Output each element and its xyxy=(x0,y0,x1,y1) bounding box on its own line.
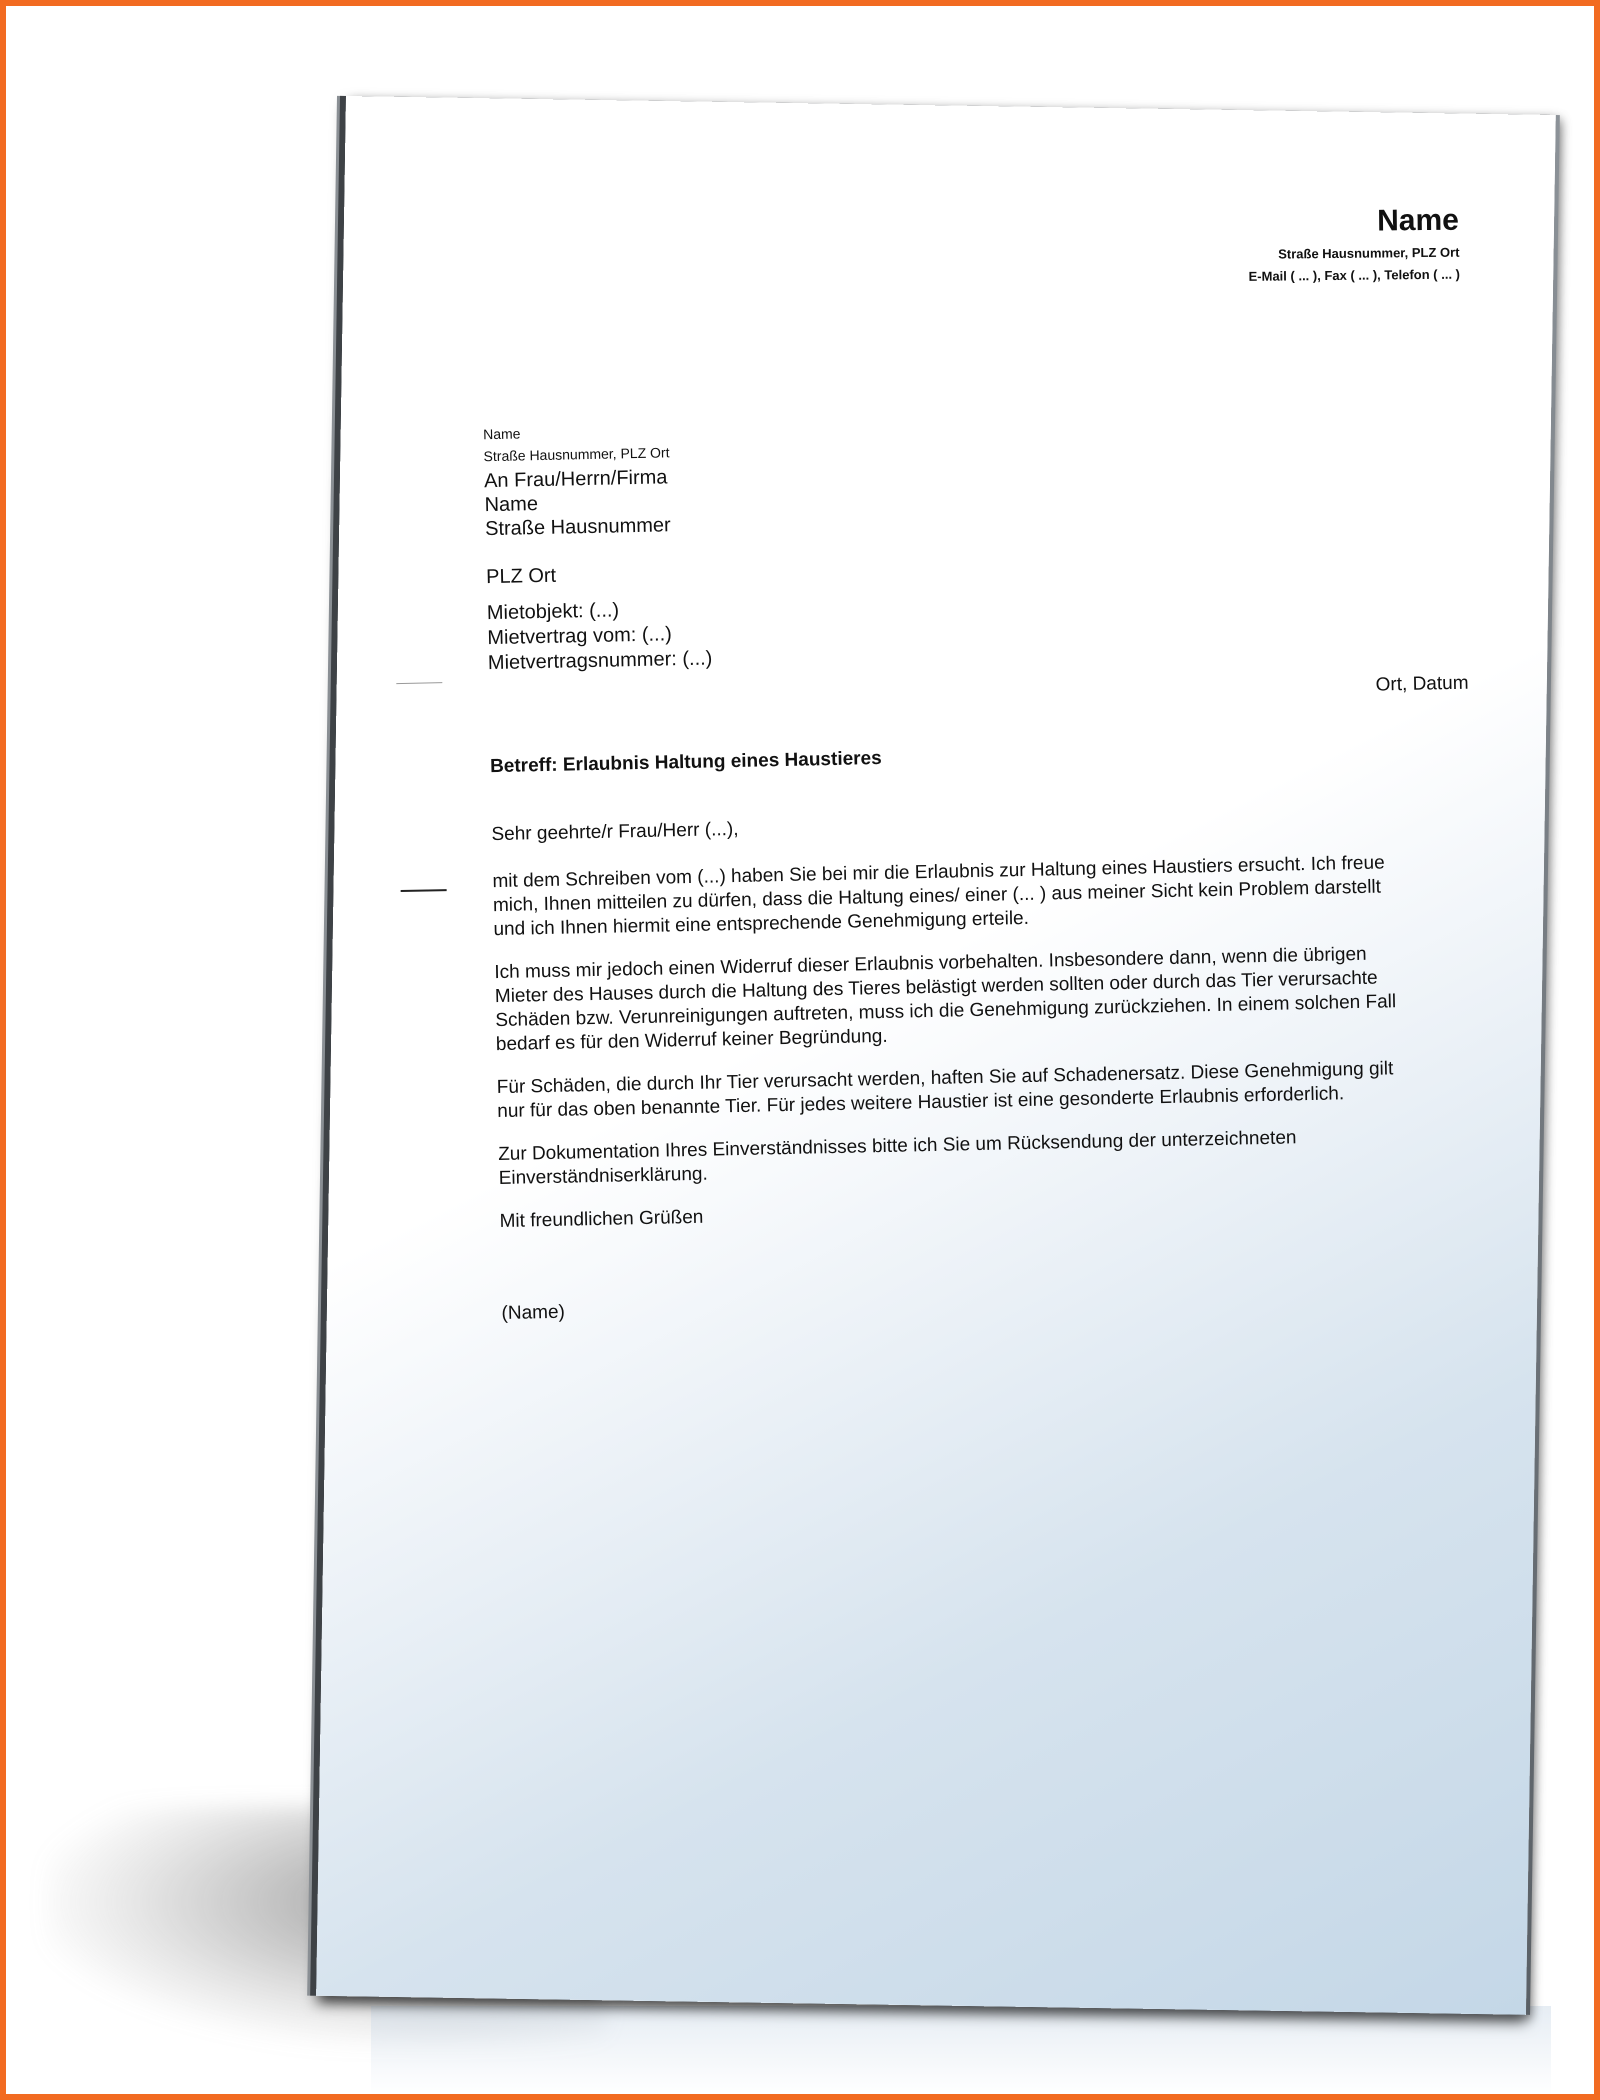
signature-name: (Name) xyxy=(501,1301,566,1325)
mietvertragsnummer-line: Mietvertragsnummer: (...) xyxy=(487,647,713,675)
recipient-line-2: Name xyxy=(484,493,539,517)
recipient-address xyxy=(484,465,672,589)
sender-contact: E-Mail ( ... ), Fax ( ... ), Telefon ( ... ) xyxy=(1248,266,1461,284)
return-address xyxy=(483,419,670,467)
letter-content xyxy=(346,71,1596,1996)
letter-sheet xyxy=(316,96,1556,2015)
recipient-line-1: An Frau/Herrn/Firma xyxy=(483,466,668,493)
paragraph-2: Ich muss mir jedoch einen Widerruf dieser Erlaubnis vorbehalten. Insbesondere dann, wenn die übrigen Mieter des Hauses durch die Haltung des Tieres belästigt werden sollten oder durch das Tier verursachte Schäden bzw. Verunreinigungen auftreten, muss ich die Genehmigung zurückziehen. In einem solchen Fall bedarf es für den Widerruf keiner Begründung. xyxy=(494,943,1397,1056)
rental-object-info xyxy=(487,596,713,676)
page-reflection xyxy=(371,2006,1551,2096)
paragraph-3: Für Schäden, die durch Ihr Tier verursacht werden, haften Sie auf Schadenersatz. Diese Genehmigung gilt nur für das oben benannte Tier. Für jedes weitere Haustier ist eine gesonderte Erlaubnis erforderlich. xyxy=(496,1058,1394,1123)
return-address-name: Name xyxy=(482,425,521,443)
salutation: Sehr geehrte/r Frau/Herr (...), xyxy=(491,818,739,846)
sender-name: Name xyxy=(1376,203,1460,238)
closing: Mit freundlichen Grüßen xyxy=(499,1206,704,1233)
paragraph-1: mit dem Schreiben vom (...) haben Sie bei mir die Erlaubnis zur Haltung eines Haustiers ersucht. Ich freue mich, Ihnen mitteilen zu dürfen, dass die Haltung eines/ einer (... ) aus meiner Sicht kein Problem darstellt und ich Ihnen hiermit eine entsprechende Genehmigung erteile. xyxy=(492,852,1385,941)
return-address-street: Straße Hausnummer, PLZ Ort xyxy=(483,444,670,465)
subject-line: Betreff: Erlaubnis Haltung eines Haustieres xyxy=(489,747,882,778)
recipient-line-4: PLZ Ort xyxy=(485,564,557,589)
fold-mark-middle xyxy=(401,889,447,892)
sender-address: Straße Hausnummer, PLZ Ort xyxy=(1278,244,1460,262)
sender-block xyxy=(899,201,1461,291)
letter-body xyxy=(491,804,1422,1345)
place-date: Ort, Datum xyxy=(1375,672,1469,696)
mietobjekt-line: Mietobjekt: (...) xyxy=(486,599,620,625)
mietvertrag-line: Mietvertrag vom: (...) xyxy=(487,623,673,650)
fold-mark-top xyxy=(396,682,442,684)
paragraph-4: Zur Dokumentation Ihres Einverständnisses bitte ich Sie um Rücksendung der unterzeichneten Einverständniserklärung. xyxy=(497,1127,1297,1190)
recipient-line-3: Straße Hausnummer xyxy=(484,514,671,541)
